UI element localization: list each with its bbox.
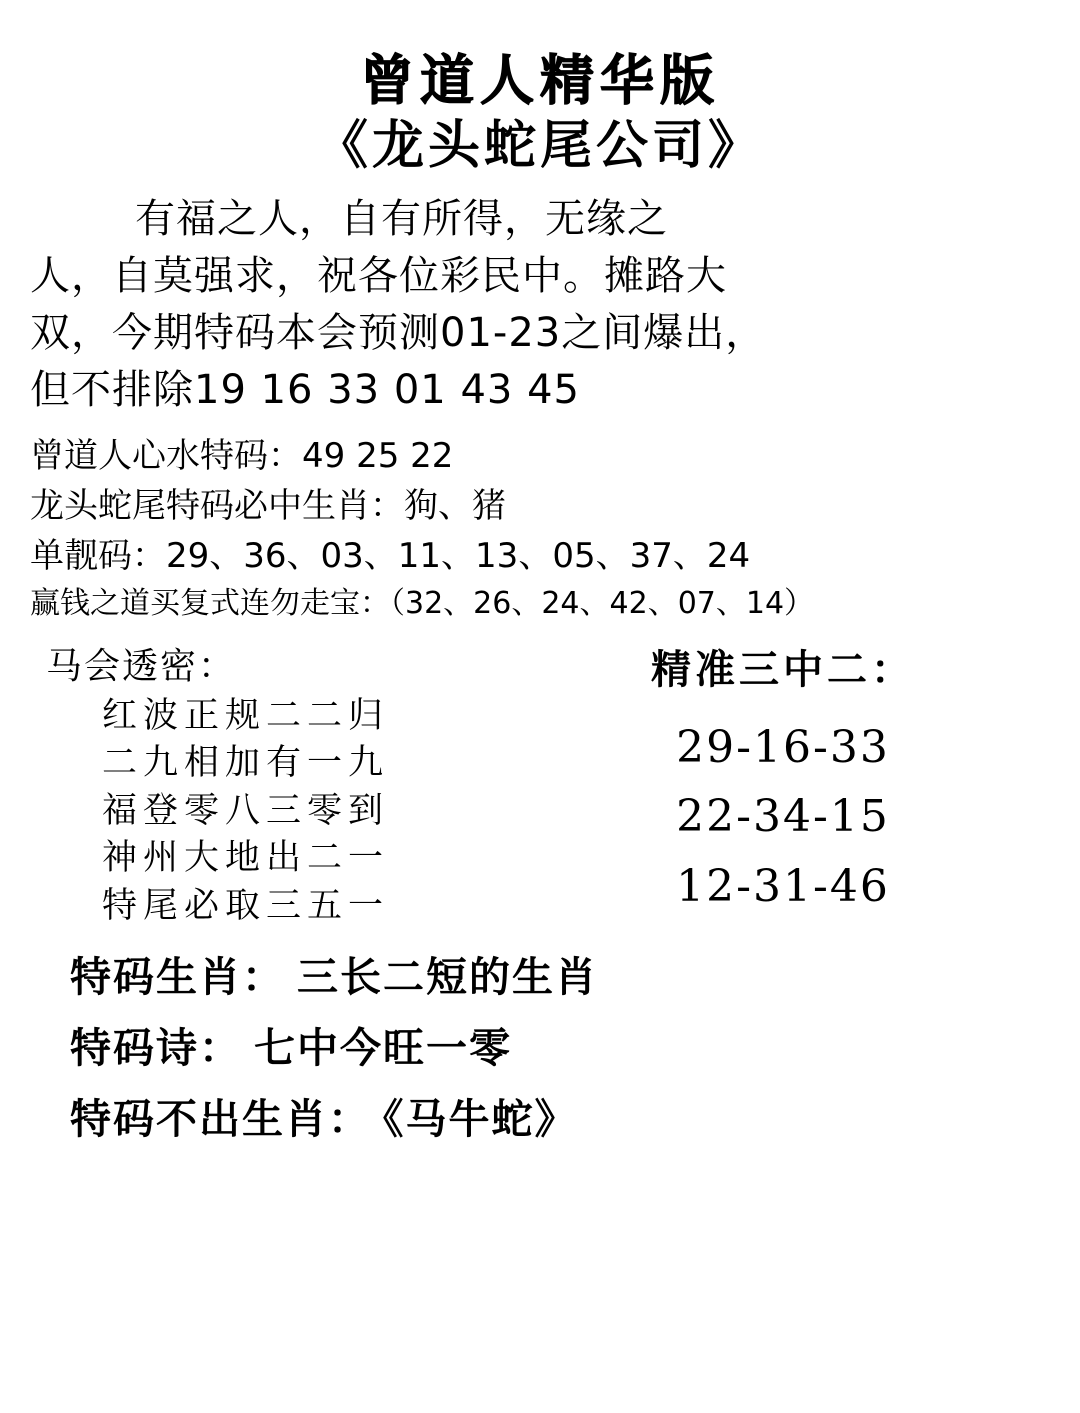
statement-value: 三长二短的生肖 — [297, 952, 598, 1001]
intro-paragraph — [30, 191, 1050, 418]
numbers-column — [516, 638, 1050, 931]
intro-line-4: 但不排除19 16 33 01 43 45 — [30, 366, 580, 413]
info-row-xinshui: 曾道人心水特码：49 25 22 — [30, 436, 454, 477]
statement-value: 七中今旺一零 — [254, 1023, 512, 1072]
page-title: 曾道人精华版 — [360, 48, 720, 112]
intro-line-2: 人，自莫强求，祝各位彩民中。摊路大 — [30, 253, 727, 300]
statement-label: 特码诗： — [70, 1023, 242, 1072]
numbers-line: 22-34-15 — [676, 791, 890, 843]
poem-line: 福登零八三零到 — [102, 790, 390, 831]
info-row-shengxiao: 龙头蛇尾特码必中生肖：狗、猪 — [30, 486, 506, 527]
numbers-line: 12-31-46 — [676, 860, 890, 912]
info-row-yingqianzhidao: 赢钱之道买复式连勿走宝：（32、26、24、42、07、14） — [30, 586, 815, 622]
statement-label: 特码不出生肖： — [70, 1094, 371, 1143]
document-page — [0, 48, 1080, 1413]
numbers-line: 29-16-33 — [676, 721, 890, 773]
intro-line-1: 有福之人，自有所得，无缘之 — [135, 196, 668, 243]
statement-row — [70, 952, 1080, 1001]
statement-row — [70, 1023, 1080, 1072]
statement-value: 《马牛蛇》 — [383, 1094, 578, 1143]
poem-heading: 马会透密： — [46, 645, 237, 687]
poem-line: 二九相加有一九 — [102, 743, 390, 784]
bottom-statements — [0, 952, 1080, 1143]
intro-line-3: 双，今期特码本会预测01-23之间爆出， — [30, 309, 767, 356]
page-subtitle: 《龙头蛇尾公司》 — [315, 114, 764, 176]
poem-line: 神州大地出二一 — [102, 838, 390, 879]
numbers-heading: 精准三中二： — [651, 645, 915, 693]
info-block — [30, 434, 1080, 623]
poem-column — [46, 638, 516, 931]
info-row-danliangma: 单靓码：29、36、03、11、13、05、37、24 — [30, 536, 751, 577]
poem-line: 红波正规二二归 — [102, 695, 390, 736]
two-column-block — [0, 638, 1080, 931]
statement-row — [70, 1094, 1080, 1143]
statement-label: 特码生肖： — [70, 952, 285, 1001]
poem-line: 特尾必取三五一 — [102, 886, 390, 927]
